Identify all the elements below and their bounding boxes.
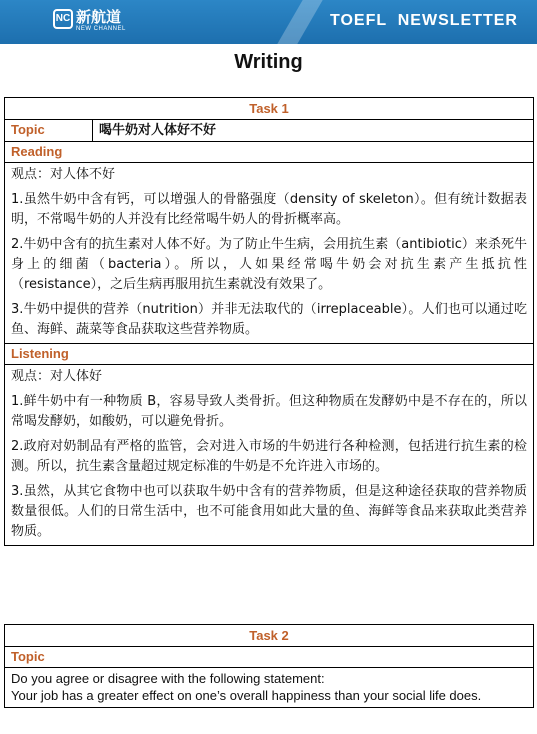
task1-topic: 喝牛奶对人体好不好 bbox=[93, 120, 534, 142]
task1-table bbox=[4, 97, 534, 546]
task1-heading: Task 1 bbox=[5, 98, 534, 120]
listening-point-2: 2.政府对奶制品有严格的监管，会对进入市场的牛奶进行各种检测，包括进行抗生素的检测。所以，抗生素含量超过规定标准的牛奶是不允许进入市场的。 bbox=[11, 439, 527, 474]
header-stripe bbox=[277, 0, 322, 44]
logo-chinese-name: 新航道 bbox=[76, 8, 122, 26]
logo-icon: NC bbox=[53, 9, 73, 29]
reading-point-1: 1.虽然牛奶中含有钙，可以增强人的骨骼强度（density of skeleton）。但有统计数据表明，不常喝牛奶的人并没有比经常喝牛奶人的骨折概率高。 bbox=[11, 192, 527, 227]
task2-topic-label: Topic bbox=[5, 647, 534, 668]
task2-table bbox=[4, 624, 534, 708]
task2-prompt-line-1: Do you agree or disagree with the following statement: bbox=[11, 671, 325, 686]
reading-label: Reading bbox=[5, 142, 534, 163]
task2-prompt bbox=[5, 668, 534, 708]
newsletter-title: TOEFL NEWSLETTER bbox=[330, 12, 518, 29]
newsletter-header bbox=[0, 0, 537, 44]
reading-viewpoint: 观点：对人体不好 bbox=[11, 167, 116, 182]
reading-point-3: 3.牛奶中提供的营养（nutrition）并非无法取代的（irreplaceable）。人们也可以通过吃鱼、海鲜、蔬菜等食品获取这些营养物质。 bbox=[11, 302, 527, 337]
task2-prompt-line-2: Your job has a greater effect on one’s overall happiness than your social life does. bbox=[11, 688, 482, 703]
reading-point-2: 2.牛奶中含有的抗生素对人体不好。为了防止牛生病，会用抗生素（antibiotic）来杀死牛身上的细菌（bacteria）。所以，人如果经常喝牛奶会对抗生素产生抵抗性（resistance），之后生病再服用抗生素就没有效果了。 bbox=[11, 237, 527, 292]
listening-point-3: 3.虽然，从其它食物中也可以获取牛奶中含有的营养物质，但是这种途径获取的营养物质数量很低。人们的日常生活中，也不可能食用如此大量的鱼、海鲜等食品来获取此类营养物质。 bbox=[11, 484, 527, 539]
listening-viewpoint: 观点：对人体好 bbox=[11, 369, 103, 384]
listening-point-1: 1.鲜牛奶中有一种物质 B，容易导致人类骨折。但这种物质在发酵奶中是不存在的，所以常喝发酵奶，如酸奶，可以避免骨折。 bbox=[11, 394, 527, 429]
page-title: Writing bbox=[234, 51, 303, 73]
reading-content bbox=[5, 163, 534, 344]
listening-content bbox=[5, 365, 534, 546]
listening-label: Listening bbox=[5, 344, 534, 365]
task1-topic-label: Topic bbox=[5, 120, 93, 142]
logo-english-name: NEW CHANNEL bbox=[76, 26, 126, 32]
task2-heading: Task 2 bbox=[5, 625, 534, 647]
